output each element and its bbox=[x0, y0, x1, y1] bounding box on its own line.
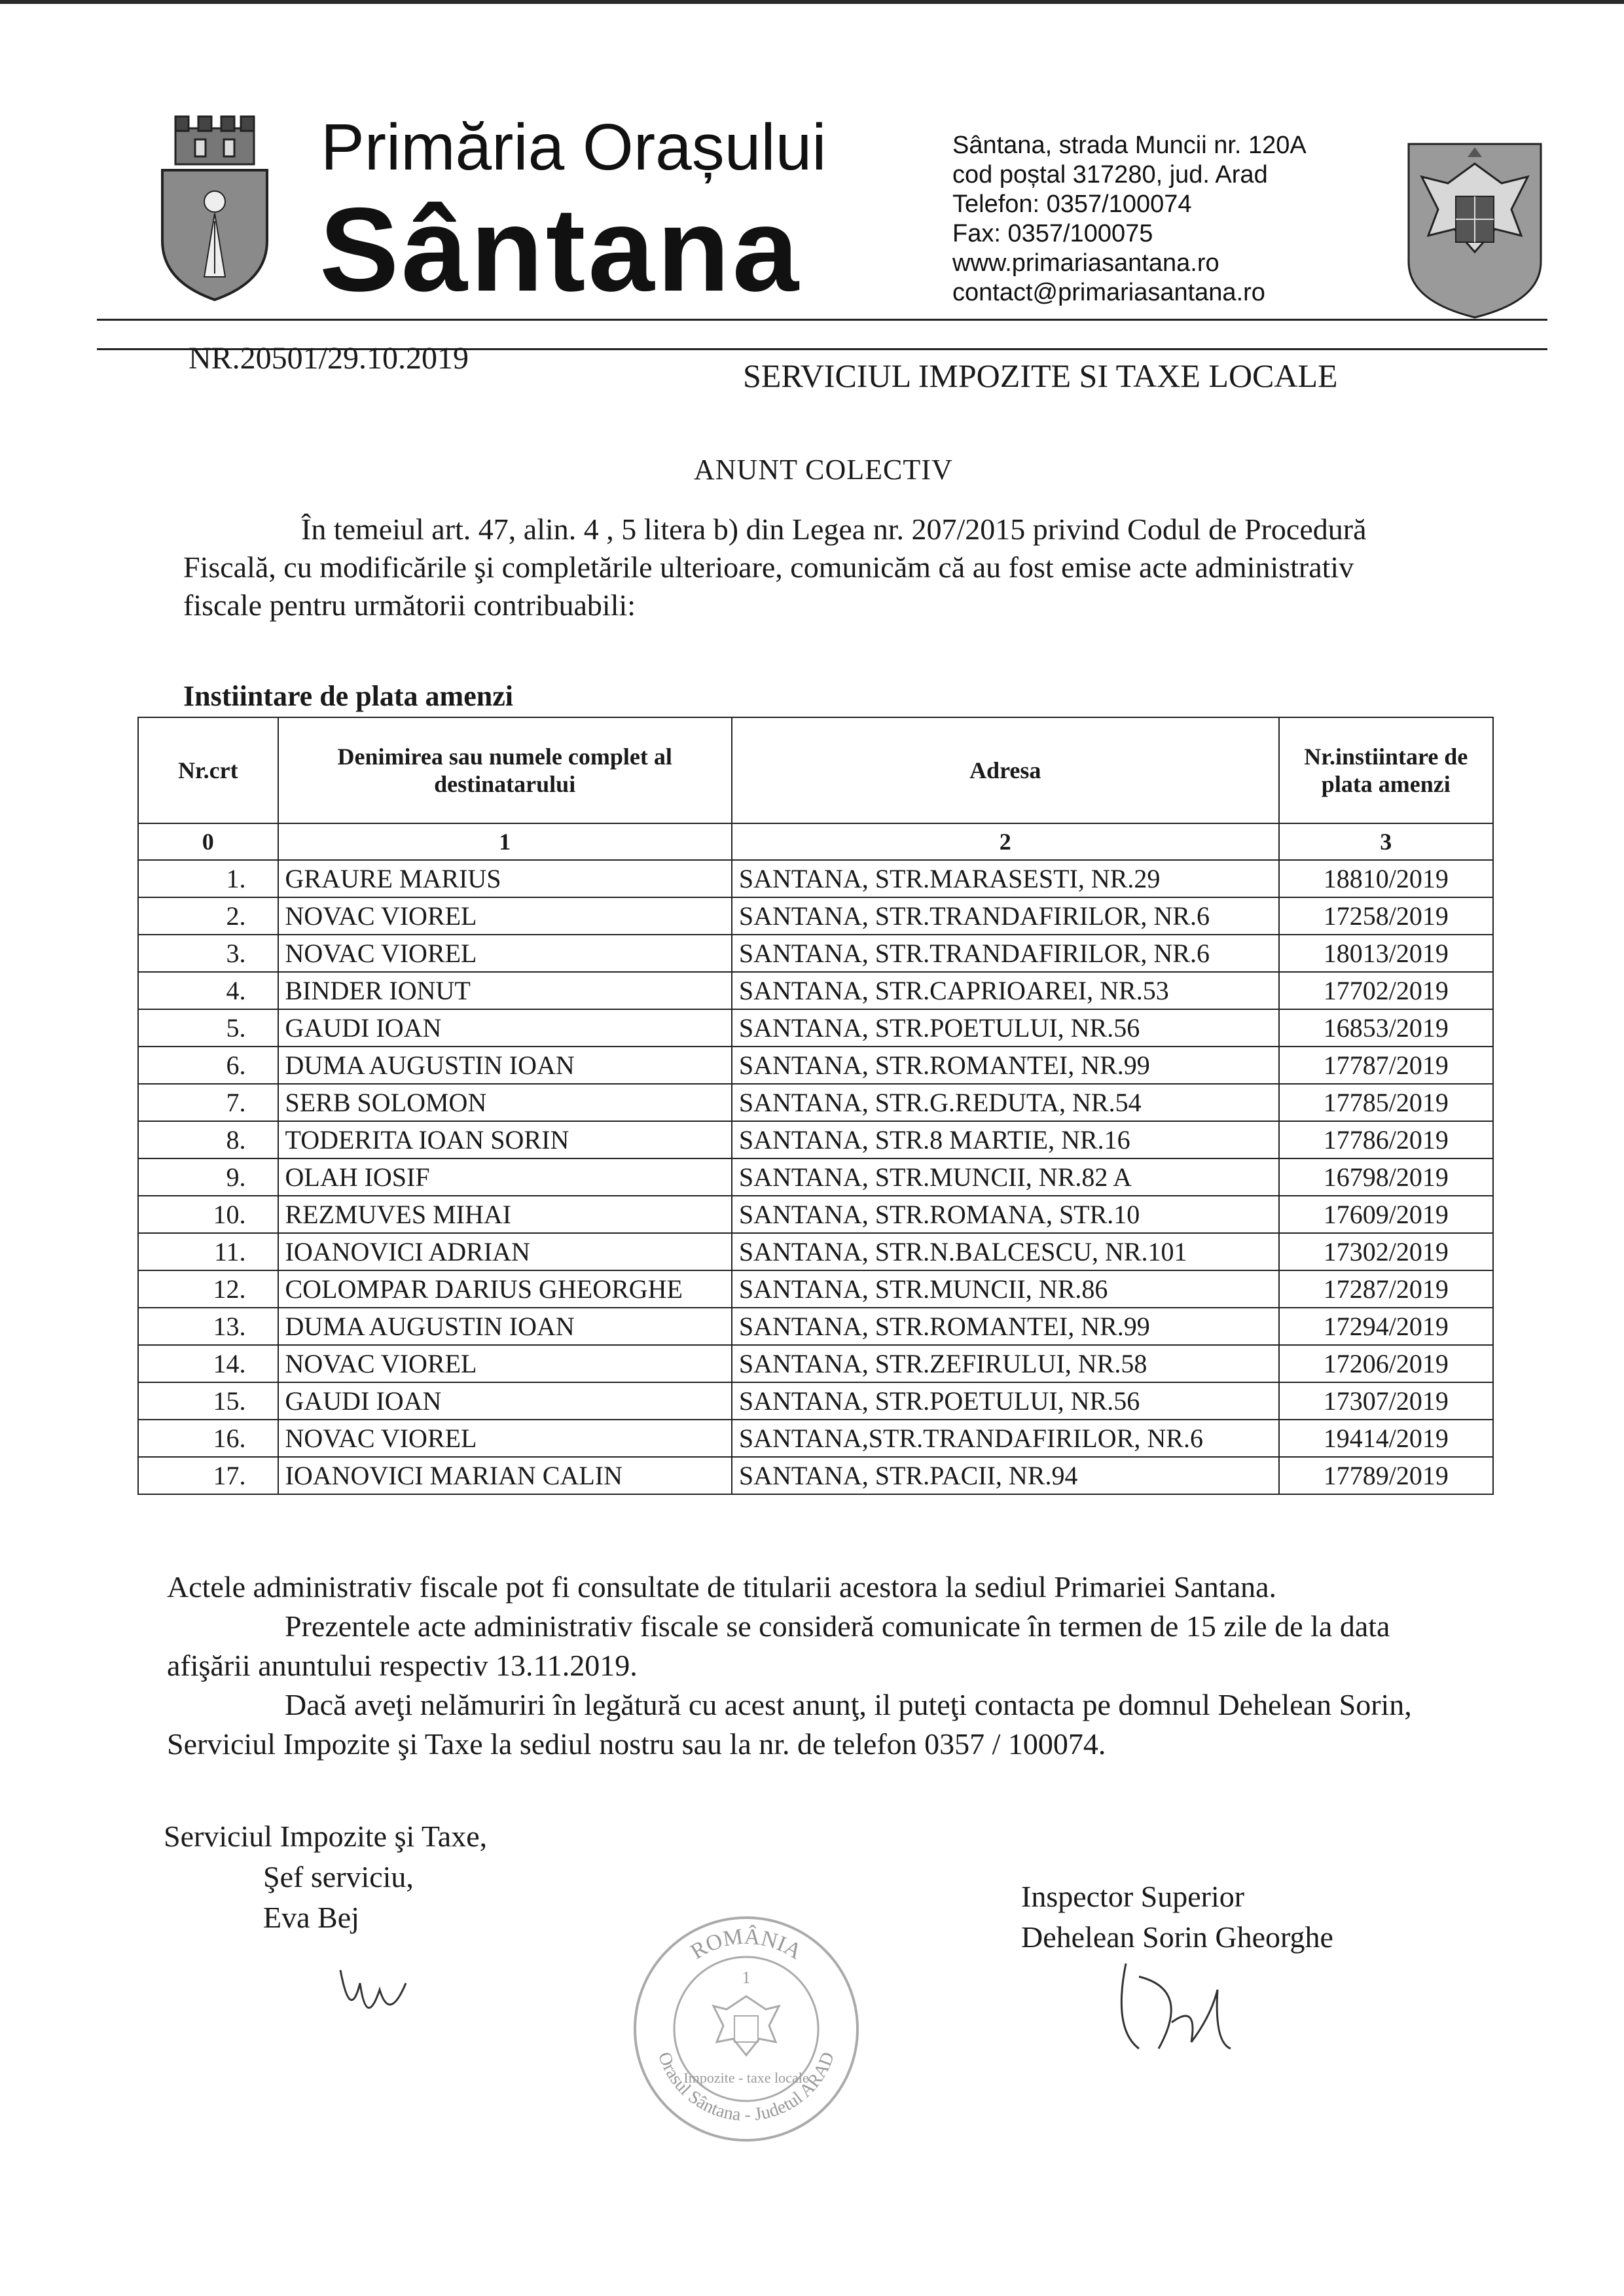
index-cell: 3 bbox=[1279, 823, 1493, 860]
row-number-cell: 3. bbox=[138, 935, 278, 972]
row-number-cell: 9. bbox=[138, 1158, 278, 1196]
table-row bbox=[138, 897, 1493, 935]
row-number-cell: 5. bbox=[138, 1009, 278, 1047]
stamp-top-text: ROMÂNIA bbox=[686, 1924, 806, 1965]
row-name-cell: TODERITA IOAN SORIN bbox=[278, 1121, 732, 1158]
row-notice-cell: 17294/2019 bbox=[1279, 1308, 1493, 1345]
contact-phone: Telefon: 0357/100074 bbox=[952, 190, 1192, 218]
header-contact-block bbox=[952, 131, 1307, 308]
signature-left-line1: Serviciul Impozite şi Taxe, bbox=[164, 1820, 488, 1853]
row-name-cell: REZMUVES MIHAI bbox=[278, 1196, 732, 1233]
intro-paragraph bbox=[183, 511, 1388, 624]
table-row bbox=[138, 935, 1493, 972]
table-header-row bbox=[138, 717, 1493, 823]
contact-address: Sântana, strada Muncii nr. 120A bbox=[952, 132, 1307, 159]
row-number-cell: 13. bbox=[138, 1308, 278, 1345]
row-notice-cell: 17307/2019 bbox=[1279, 1382, 1493, 1420]
table-index-row bbox=[138, 823, 1493, 860]
stamp-inner-text: Impozite - taxe locale bbox=[683, 2070, 809, 2086]
table-row bbox=[138, 1270, 1493, 1308]
paragraph-contact: Dacă aveţi nelămuriri în legătură cu acest anunţ, il puteţi contacta pe domnul Dehelean Sorin, Serviciul Impozite şi Taxe la sediul nostru sau la nr. de telefon 0357 / 100074. bbox=[167, 1688, 1412, 1761]
signature-left-line3: Eva Bej bbox=[263, 1901, 359, 1934]
row-address-cell: SANTANA, STR.ROMANA, STR.10 bbox=[732, 1196, 1279, 1233]
row-notice-cell: 17787/2019 bbox=[1279, 1047, 1493, 1084]
town-crest-icon bbox=[149, 110, 280, 306]
table-row bbox=[138, 1196, 1493, 1233]
header-nrcrt: Nr.crt bbox=[138, 717, 278, 823]
row-name-cell: IOANOVICI ADRIAN bbox=[278, 1233, 732, 1270]
table-row bbox=[138, 1121, 1493, 1158]
table-row bbox=[138, 1382, 1493, 1420]
header-title-line1: Primăria Orașului bbox=[321, 111, 827, 184]
row-number-cell: 7. bbox=[138, 1084, 278, 1121]
signature-block-left bbox=[164, 1816, 487, 1938]
table-row bbox=[138, 1345, 1493, 1382]
row-number-cell: 6. bbox=[138, 1047, 278, 1084]
handwritten-signature-right bbox=[1100, 1950, 1250, 2068]
row-name-cell: DUMA AUGUSTIN IOAN bbox=[278, 1308, 732, 1345]
row-notice-cell: 17302/2019 bbox=[1279, 1233, 1493, 1270]
row-notice-cell: 18013/2019 bbox=[1279, 935, 1493, 972]
row-name-cell: GAUDI IOAN bbox=[278, 1009, 732, 1047]
row-name-cell: COLOMPAR DARIUS GHEORGHE bbox=[278, 1270, 732, 1308]
index-cell: 1 bbox=[278, 823, 732, 860]
contact-website: www.primariasantana.ro bbox=[952, 249, 1219, 277]
table-row bbox=[138, 1308, 1493, 1345]
row-name-cell: NOVAC VIOREL bbox=[278, 935, 732, 972]
row-address-cell: SANTANA, STR.N.BALCESCU, NR.101 bbox=[732, 1233, 1279, 1270]
table-row bbox=[138, 1420, 1493, 1457]
stamp-ring-text: Orasul Sântana - Judetul ARAD bbox=[653, 2049, 839, 2126]
row-notice-cell: 19414/2019 bbox=[1279, 1420, 1493, 1457]
header-name: Denimirea sau numele complet al destinatarului bbox=[278, 717, 732, 823]
row-number-cell: 1. bbox=[138, 860, 278, 897]
table-row bbox=[138, 1084, 1493, 1121]
page-top-border bbox=[0, 0, 1624, 4]
row-name-cell: BINDER IONUT bbox=[278, 972, 732, 1009]
row-notice-cell: 16853/2019 bbox=[1279, 1009, 1493, 1047]
signature-block-right bbox=[1021, 1876, 1333, 1958]
document-heading: ANUNT COLECTIV bbox=[694, 454, 953, 486]
department-title: SERVICIUL IMPOZITE SI TAXE LOCALE bbox=[743, 357, 1338, 394]
row-name-cell: NOVAC VIOREL bbox=[278, 897, 732, 935]
contact-postal: cod poștal 317280, jud. Arad bbox=[952, 161, 1268, 188]
row-number-cell: 16. bbox=[138, 1420, 278, 1457]
table-row bbox=[138, 972, 1493, 1009]
document-number: NR.20501/29.10.2019 bbox=[189, 341, 469, 376]
row-address-cell: SANTANA, STR.PACII, NR.94 bbox=[732, 1457, 1279, 1494]
official-stamp bbox=[628, 1911, 864, 2147]
header-divider bbox=[97, 319, 1547, 321]
row-notice-cell: 17785/2019 bbox=[1279, 1084, 1493, 1121]
row-name-cell: IOANOVICI MARIAN CALIN bbox=[278, 1457, 732, 1494]
row-address-cell: SANTANA, STR.G.REDUTA, NR.54 bbox=[732, 1084, 1279, 1121]
row-notice-cell: 17206/2019 bbox=[1279, 1345, 1493, 1382]
row-name-cell: SERB SOLOMON bbox=[278, 1084, 732, 1121]
row-name-cell: OLAH IOSIF bbox=[278, 1158, 732, 1196]
row-name-cell: DUMA AUGUSTIN IOAN bbox=[278, 1047, 732, 1084]
row-address-cell: SANTANA, STR.TRANDAFIRILOR, NR.6 bbox=[732, 897, 1279, 935]
contact-email: contact@primariasantana.ro bbox=[952, 279, 1265, 306]
row-notice-cell: 17702/2019 bbox=[1279, 972, 1493, 1009]
row-address-cell: SANTANA, STR.MUNCII, NR.86 bbox=[732, 1270, 1279, 1308]
contact-fax: Fax: 0357/100075 bbox=[952, 220, 1153, 247]
row-address-cell: SANTANA, STR.POETULUI, NR.56 bbox=[732, 1009, 1279, 1047]
table-row bbox=[138, 1009, 1493, 1047]
paragraph-communication: Prezentele acte administrativ fiscale se consideră comunicate în termen de 15 zile de la data afişării anuntului respectiv 13.11.2019. bbox=[167, 1609, 1390, 1682]
row-name-cell: NOVAC VIOREL bbox=[278, 1345, 732, 1382]
handwritten-signature-left bbox=[327, 1944, 425, 2042]
signature-right-line2: Dehelean Sorin Gheorghe bbox=[1021, 1920, 1333, 1954]
row-notice-cell: 17258/2019 bbox=[1279, 897, 1493, 935]
row-address-cell: SANTANA, STR.ROMANTEI, NR.99 bbox=[732, 1308, 1279, 1345]
row-number-cell: 12. bbox=[138, 1270, 278, 1308]
intro-text: În temeiul art. 47, alin. 4 , 5 litera b) din Legea nr. 207/2015 privind Codul de Procedură Fiscală, cu modificările şi completările ulterioare, comunicăm că au fost emise acte administrativ fiscale pentru următorii contribuabili: bbox=[183, 512, 1367, 622]
row-name-cell: NOVAC VIOREL bbox=[278, 1420, 732, 1457]
header-address: Adresa bbox=[732, 717, 1279, 823]
row-name-cell: GAUDI IOAN bbox=[278, 1382, 732, 1420]
paragraph-consult: Actele administrativ fiscale pot fi consultate de titularii acestora la sediul Primariei Santana. bbox=[167, 1570, 1277, 1604]
table-row bbox=[138, 1047, 1493, 1084]
table-row bbox=[138, 1233, 1493, 1270]
romania-coat-of-arms-icon bbox=[1402, 137, 1547, 321]
svg-text:ROMÂNIA bbox=[687, 1924, 806, 1964]
row-address-cell: SANTANA, STR.MUNCII, NR.82 A bbox=[732, 1158, 1279, 1196]
row-address-cell: SANTANA, STR.TRANDAFIRILOR, NR.6 bbox=[732, 935, 1279, 972]
row-notice-cell: 18810/2019 bbox=[1279, 860, 1493, 897]
index-cell: 0 bbox=[138, 823, 278, 860]
row-number-cell: 17. bbox=[138, 1457, 278, 1494]
row-address-cell: SANTANA, STR.POETULUI, NR.56 bbox=[732, 1382, 1279, 1420]
row-number-cell: 4. bbox=[138, 972, 278, 1009]
row-notice-cell: 17786/2019 bbox=[1279, 1121, 1493, 1158]
header-title-line2: Sântana bbox=[319, 183, 802, 316]
table-row bbox=[138, 860, 1493, 897]
row-number-cell: 2. bbox=[138, 897, 278, 935]
row-number-cell: 15. bbox=[138, 1382, 278, 1420]
row-address-cell: SANTANA, STR.ZEFIRULUI, NR.58 bbox=[732, 1345, 1279, 1382]
row-address-cell: SANTANA,STR.TRANDAFIRILOR, NR.6 bbox=[732, 1420, 1279, 1457]
row-number-cell: 10. bbox=[138, 1196, 278, 1233]
row-address-cell: SANTANA, STR.MARASESTI, NR.29 bbox=[732, 860, 1279, 897]
index-cell: 2 bbox=[732, 823, 1279, 860]
table-row bbox=[138, 1158, 1493, 1196]
header-notice: Nr.instiintare de plata amenzi bbox=[1279, 717, 1493, 823]
stamp-number: 1 bbox=[742, 1968, 751, 1987]
row-number-cell: 8. bbox=[138, 1121, 278, 1158]
signature-left-line2: Şef serviciu, bbox=[263, 1860, 414, 1893]
row-notice-cell: 17789/2019 bbox=[1279, 1457, 1493, 1494]
closing-paragraphs bbox=[167, 1568, 1417, 1764]
row-number-cell: 11. bbox=[138, 1233, 278, 1270]
row-address-cell: SANTANA, STR.CAPRIOAREI, NR.53 bbox=[732, 972, 1279, 1009]
row-notice-cell: 17609/2019 bbox=[1279, 1196, 1493, 1233]
row-notice-cell: 16798/2019 bbox=[1279, 1158, 1493, 1196]
table-row bbox=[138, 1457, 1493, 1494]
row-name-cell: GRAURE MARIUS bbox=[278, 860, 732, 897]
signature-right-line1: Inspector Superior bbox=[1021, 1880, 1245, 1913]
section-title: Instiintare de plata amenzi bbox=[183, 680, 513, 712]
row-address-cell: SANTANA, STR.ROMANTEI, NR.99 bbox=[732, 1047, 1279, 1084]
row-address-cell: SANTANA, STR.8 MARTIE, NR.16 bbox=[732, 1121, 1279, 1158]
row-notice-cell: 17287/2019 bbox=[1279, 1270, 1493, 1308]
fines-table bbox=[137, 717, 1494, 1495]
row-number-cell: 14. bbox=[138, 1345, 278, 1382]
